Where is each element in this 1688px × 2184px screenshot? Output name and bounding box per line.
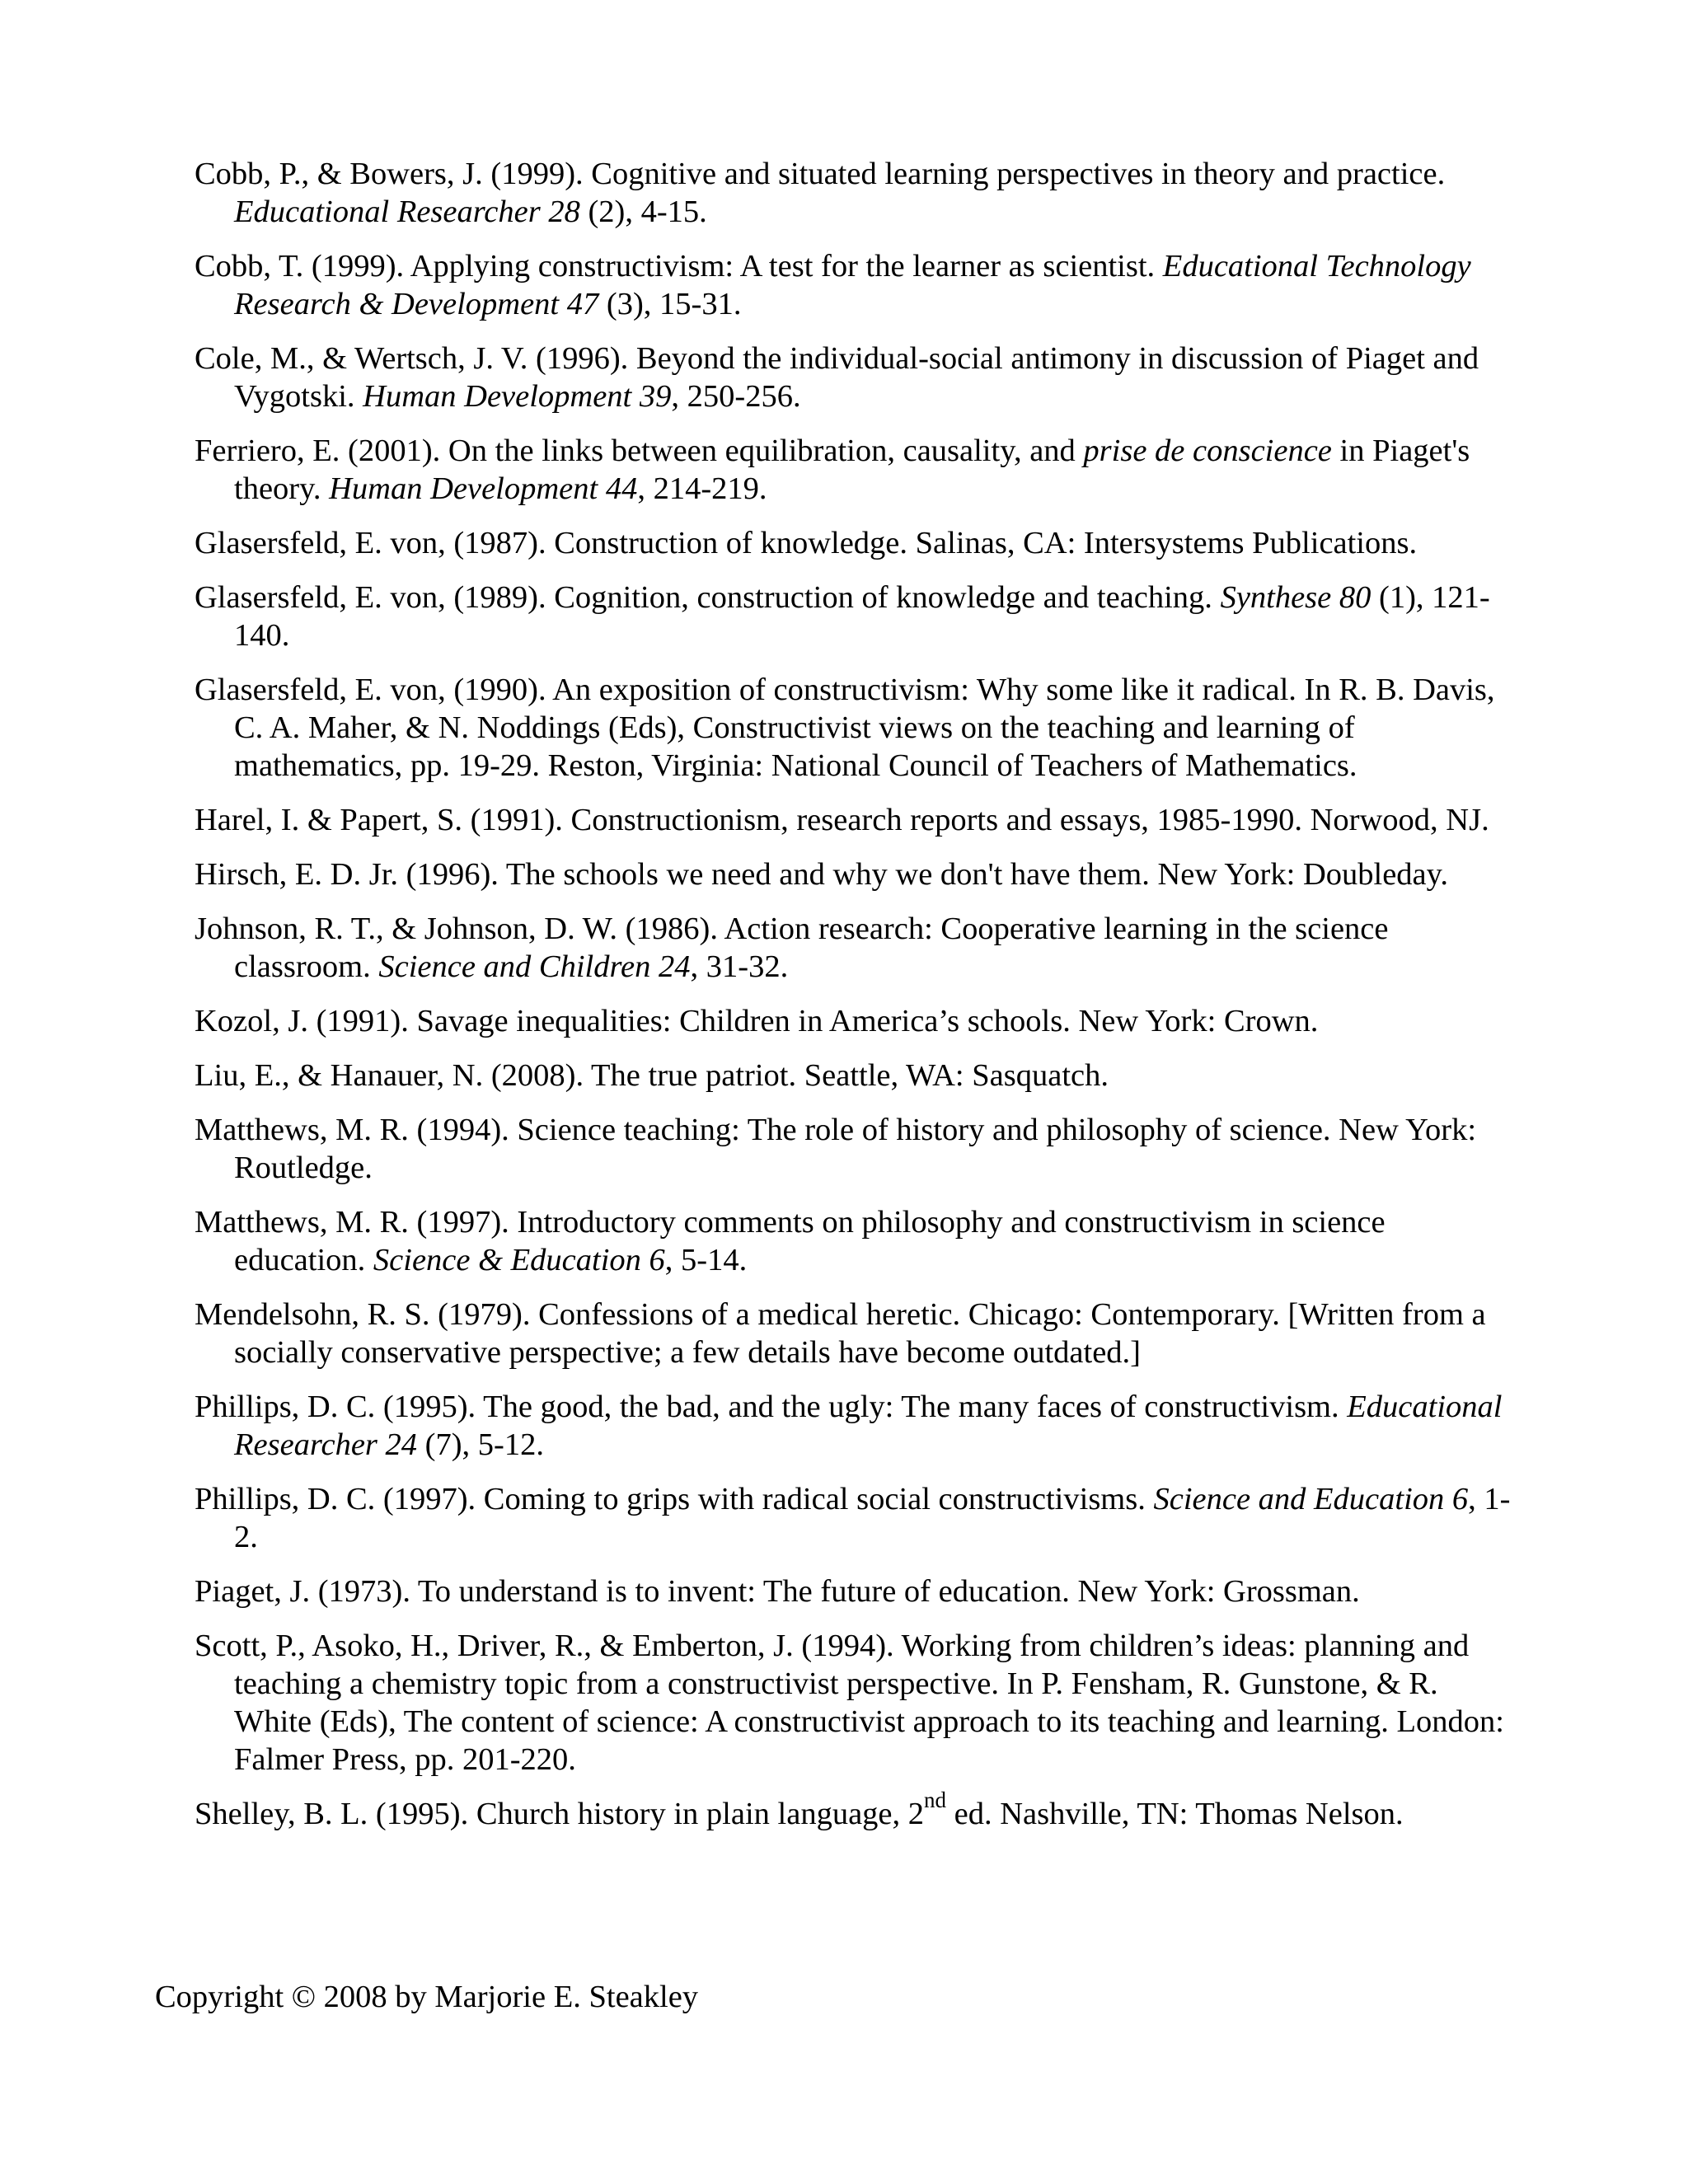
reference-text: Shelley, B. L. (1995). Church history in plain language, 2 bbox=[195, 1797, 924, 1831]
reference-text: Cobb, T. (1999). Applying constructivism: A test for the learner as scientist. bbox=[195, 249, 1163, 284]
reference-source: Synthese 80 bbox=[1220, 580, 1372, 615]
reference-details: , 214-219. bbox=[637, 471, 767, 506]
reference-text: Kozol, J. (1991). Savage inequalities: Children in America’s schools. New York: Crown. bbox=[195, 1004, 1319, 1038]
reference-text: Hirsch, E. D. Jr. (1996). The schools we need and why we don't have them. New York: Doubleday. bbox=[195, 857, 1448, 892]
reference-entry bbox=[195, 340, 1513, 415]
reference-details: , 1-2. bbox=[234, 1482, 1511, 1554]
copyright-footer: Copyright © 2008 by Marjorie E. Steakley bbox=[155, 1980, 699, 2014]
reference-entry bbox=[195, 671, 1513, 785]
reference-details: ed. Nashville, TN: Thomas Nelson. bbox=[946, 1797, 1404, 1831]
reference-details: , 250-256. bbox=[671, 379, 801, 414]
reference-italic-term: prise de conscience bbox=[1083, 434, 1332, 468]
reference-text: Phillips, D. C. (1995). The good, the bad, and the ugly: The many faces of constructivism. bbox=[195, 1390, 1348, 1424]
reference-text: Liu, E., & Hanauer, N. (2008). The true patriot. Seattle, WA: Sasquatch. bbox=[195, 1058, 1109, 1093]
reference-source: Educational Researcher 28 bbox=[234, 194, 580, 229]
reference-text: Ferriero, E. (2001). On the links between equilibration, causality, and bbox=[195, 434, 1084, 468]
reference-source: Human Development 44 bbox=[329, 471, 638, 506]
reference-entry bbox=[195, 1572, 1513, 1610]
reference-text-continued: in Piaget's theory. bbox=[234, 434, 1470, 506]
reference-entry bbox=[195, 1480, 1513, 1556]
reference-details: (3), 15-31. bbox=[598, 287, 742, 321]
reference-text: Piaget, J. (1973). To understand is to invent: The future of education. New York: Grossman. bbox=[195, 1574, 1360, 1609]
reference-entry bbox=[195, 1002, 1513, 1040]
reference-details: (7), 5-12. bbox=[417, 1427, 544, 1462]
reference-text: Johnson, R. T., & Johnson, D. W. (1986). Action research: Cooperative learning in the science classroom. bbox=[195, 912, 1389, 984]
reference-entry bbox=[195, 155, 1513, 231]
reference-details: , 5-14. bbox=[664, 1243, 748, 1277]
reference-entry bbox=[195, 247, 1513, 323]
reference-source: Educational Technology Research & Development 47 bbox=[234, 249, 1471, 321]
reference-text: Glasersfeld, E. von, (1990). An exposition of constructivism: Why some like it radical. In R. B. Davis, C. A. Maher, & N. Noddings (Eds), Constructivist views on the teaching and learning of mathematics, pp. 19-29. Reston, Virginia: National Council of Teachers of Mathematics. bbox=[195, 673, 1495, 783]
reference-text: Mendelsohn, R. S. (1979). Confessions of a medical heretic. Chicago: Contemporary. [Written from a socially conservative perspective; a few details have become outdated.] bbox=[195, 1297, 1486, 1370]
reference-entry bbox=[195, 579, 1513, 654]
reference-text: Glasersfeld, E. von, (1987). Construction of knowledge. Salinas, CA: Intersystems Publications. bbox=[195, 526, 1418, 560]
reference-entry bbox=[195, 524, 1513, 562]
reference-entry bbox=[195, 1788, 1513, 1833]
reference-text: Scott, P., Asoko, H., Driver, R., & Emberton, J. (1994). Working from children’s ideas: planning and teaching a chemistry topic from a constructivist perspective. In P. Fensham, R. Gunstone, & R. White (Eds), The content of science: A constructivist approach to its teaching and learning. London: Falmer Press, pp. 201-220. bbox=[195, 1629, 1504, 1777]
reference-entry bbox=[195, 1203, 1513, 1279]
reference-source: Science and Children 24 bbox=[378, 949, 691, 984]
reference-details: (1), 121-140. bbox=[234, 580, 1490, 653]
reference-entry bbox=[195, 1627, 1513, 1779]
reference-entry bbox=[195, 855, 1513, 893]
reference-source: Science & Education 6 bbox=[373, 1243, 665, 1277]
reference-text: Phillips, D. C. (1997). Coming to grips with radical social constructivisms. bbox=[195, 1482, 1154, 1516]
reference-text: Cole, M., & Wertsch, J. V. (1996). Beyond the individual-social antimony in discussion of Piaget and Vygotski. bbox=[195, 341, 1479, 414]
reference-source: Science and Education 6 bbox=[1153, 1482, 1469, 1516]
reference-entry bbox=[195, 1057, 1513, 1094]
reference-source: Educational Researcher 24 bbox=[234, 1390, 1503, 1462]
reference-source: Human Development 39 bbox=[363, 379, 672, 414]
reference-text: Harel, I. & Papert, S. (1991). Constructionism, research reports and essays, 1985-1990. Norwood, NJ. bbox=[195, 803, 1489, 837]
reference-text: Matthews, M. R. (1994). Science teaching: The role of history and philosophy of science. New York: Routledge. bbox=[195, 1113, 1477, 1185]
reference-details: , 31-32. bbox=[690, 949, 789, 984]
ordinal-superscript: nd bbox=[924, 1788, 946, 1813]
reference-details: (2), 4-15. bbox=[579, 194, 707, 229]
reference-entry bbox=[195, 801, 1513, 839]
reference-entry bbox=[195, 910, 1513, 986]
reference-text: Glasersfeld, E. von, (1989). Cognition, construction of knowledge and teaching. bbox=[195, 580, 1221, 615]
reference-entry bbox=[195, 1111, 1513, 1187]
reference-entry bbox=[195, 1296, 1513, 1371]
reference-entry bbox=[195, 432, 1513, 508]
reference-text: Cobb, P., & Bowers, J. (1999). Cognitive and situated learning perspectives in theory and practice. bbox=[195, 157, 1446, 191]
reference-list bbox=[195, 155, 1513, 1849]
reference-text: Matthews, M. R. (1997). Introductory comments on philosophy and constructivism in science education. bbox=[195, 1205, 1386, 1277]
reference-entry bbox=[195, 1388, 1513, 1464]
